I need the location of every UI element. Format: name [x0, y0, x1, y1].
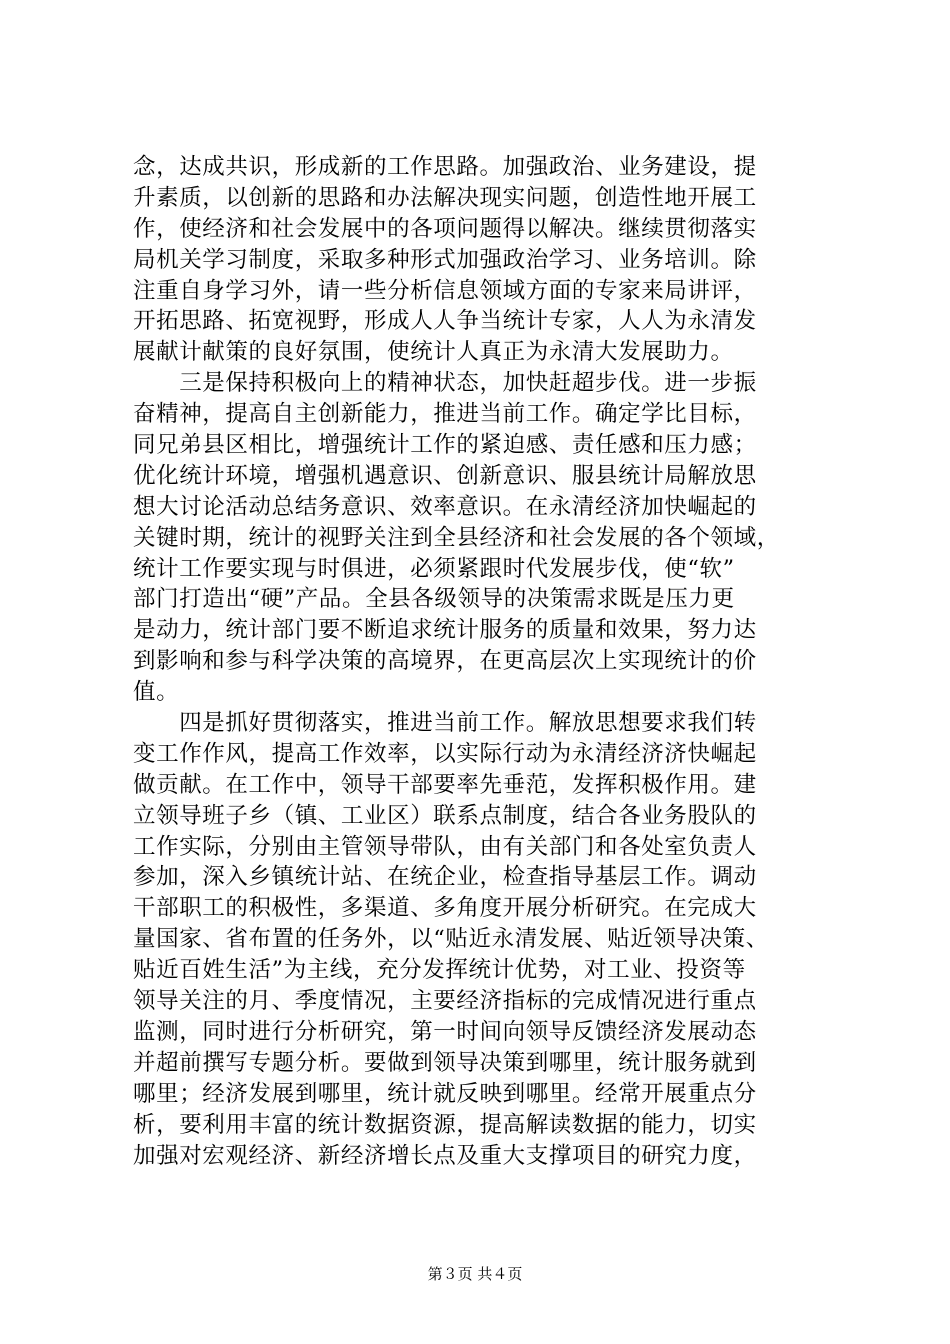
text-line: 四是抓好贯彻落实，推进当前工作。解放思想要求我们转 [133, 710, 757, 737]
text-line: 开拓思路、拓宽视野，形成人人争当统计专家，人人为永清发 [133, 308, 757, 335]
text-line: 优化统计环境，增强机遇意识、创新意识、服县统计局解放思 [133, 462, 757, 489]
text-line: 值。 [133, 679, 180, 706]
text-line: 领导关注的月、季度情况，主要经济指标的完成情况进行重点 [133, 988, 757, 1015]
text-line: 变工作作风，提高工作效率，以实际行动为永清经济济快崛起 [133, 740, 757, 767]
text-line: 干部职工的积极性，多渠道、多角度开展分析研究。在完成大 [133, 895, 757, 922]
page-number-label: 第３页 共４页 [427, 1265, 523, 1283]
text-line: 立领导班子乡（镇、工业区）联系点制度，结合各业务股队的 [133, 802, 757, 829]
text-line: 加强对宏观经济、新经济增长点及重大支撑项目的研究力度， [133, 1142, 757, 1169]
text-line: 量国家、省布置的任务外，以“贴近永清发展、贴近领导决策、 [133, 926, 769, 953]
text-line: 并超前撰写专题分析。要做到领导决策到哪里，统计服务就到 [133, 1049, 757, 1076]
text-line: 局机关学习制度，采取多种形式加强政治学习、业务培训。除 [133, 246, 757, 273]
text-line: 参加，深入乡镇统计站、在统企业，检查指导基层工作。调动 [133, 864, 757, 891]
page-footer [0, 1264, 950, 1284]
text-line: 工作实际，分别由主管领导带队，由有关部门和各处室负责人 [133, 833, 757, 860]
text-line: 析，要利用丰富的统计数据资源，提高解读数据的能力，切实 [133, 1111, 757, 1138]
text-line: 念，达成共识，形成新的工作思路。加强政治、业务建设，提 [133, 154, 757, 180]
body-text [133, 152, 853, 1171]
text-line: 做贡献。在工作中，领导干部要率先垂范，发挥积极作用。建 [133, 771, 757, 798]
text-line: 同兄弟县区相比，增强统计工作的紧迫感、责任感和压力感； [133, 432, 757, 459]
text-line: 想大讨论活动总结务意识、效率意识。在永清经济加快崛起的 [133, 493, 757, 520]
text-line: 作，使经济和社会发展中的各项问题得以解决。继续贯彻落实 [133, 215, 757, 242]
text-line: 部门打造出“硬”产品。全县各级领导的决策需求既是压力更 [133, 586, 735, 613]
text-line: 展献计献策的良好氛围，使统计人真正为永清大发展助力。 [133, 339, 734, 366]
text-line: 关键时期，统计的视野关注到全县经济和社会发展的各个领域， [133, 524, 780, 551]
text-line: 注重自身学习外，请一些分析信息领域方面的专家来局讲评， [133, 277, 757, 304]
text-line: 统计工作要实现与时俱进，必须紧跟时代发展步伐，使“软” [133, 555, 735, 582]
text-line: 是动力，统计部门要不断追求统计服务的质量和效果，努力达 [133, 617, 757, 644]
text-line: 贴近百姓生活”为主线，充分发挥统计优势，对工业、投资等 [133, 957, 746, 984]
text-line: 奋精神，提高自主创新能力，推进当前工作。确定学比目标， [133, 401, 757, 428]
text-line: 三是保持积极向上的精神状态，加快赶超步伐。进一步振 [133, 370, 757, 397]
text-line: 到影响和参与科学决策的高境界，在更高层次上实现统计的价 [133, 648, 757, 675]
text-line: 哪里；经济发展到哪里，统计就反映到哪里。经常开展重点分 [133, 1080, 757, 1107]
text-line: 升素质，以创新的思路和办法解决现实问题，创造性地开展工 [133, 184, 757, 211]
text-line: 监测，同时进行分析研究，第一时间向领导反馈经济发展动态 [133, 1018, 757, 1045]
